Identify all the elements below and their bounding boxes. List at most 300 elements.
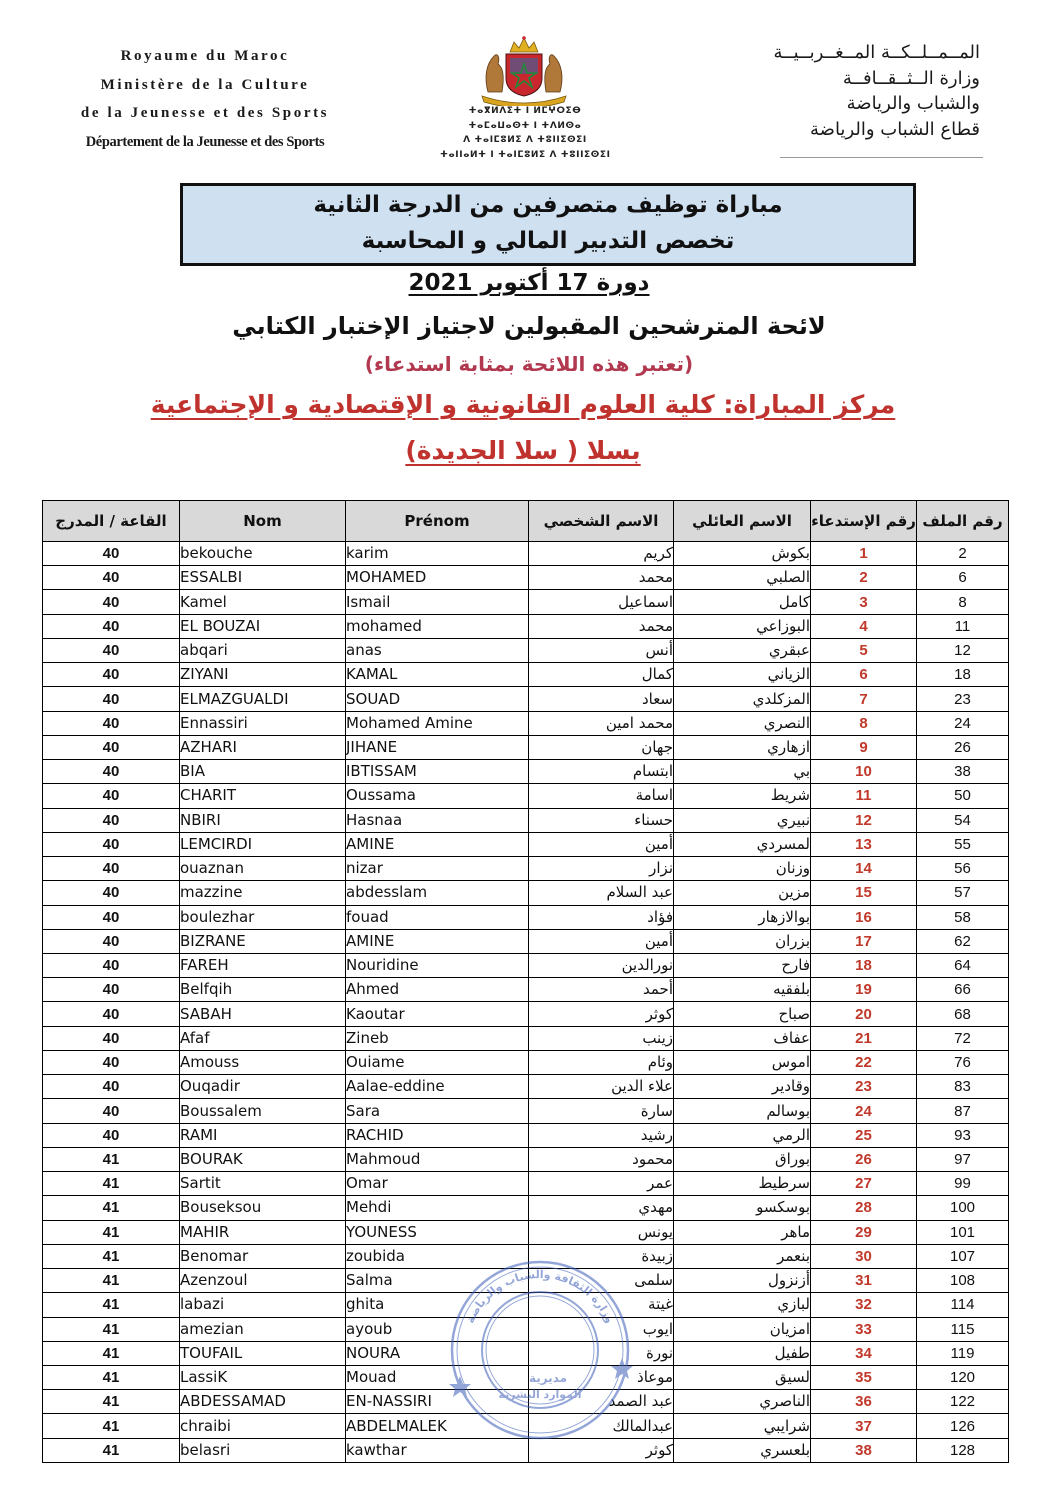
cell-prenom: Oussama xyxy=(346,784,529,808)
cell-salle: 40 xyxy=(43,1050,180,1074)
header-prenom: Prénom xyxy=(346,501,529,542)
table-header-row xyxy=(43,501,1009,542)
cell-nom: ESSALBI xyxy=(180,566,346,590)
table-row xyxy=(43,1220,1009,1244)
cell-prenom: Ismail xyxy=(346,590,529,614)
cell-dossier: 55 xyxy=(917,832,1009,856)
cell-nom-ar: مزين xyxy=(674,881,811,905)
cell-nom-ar: عبقري xyxy=(674,638,811,662)
cell-convocation: 28 xyxy=(811,1196,917,1220)
cell-nom: ZIYANI xyxy=(180,663,346,687)
cell-prenom-ar: عبد الصمد xyxy=(529,1390,674,1414)
cell-prenom: AMINE xyxy=(346,929,529,953)
table-row xyxy=(43,881,1009,905)
cell-convocation: 23 xyxy=(811,1075,917,1099)
cell-nom-ar: ماهر xyxy=(674,1220,811,1244)
exam-center-city-text: بسلا ( سلا الجديدة) xyxy=(405,436,641,465)
table-row xyxy=(43,1390,1009,1414)
cell-nom: NBIRI xyxy=(180,808,346,832)
exam-center-text: مركز المباراة: كلية العلوم القانونية و الإقتصادية و الإجتماعية xyxy=(150,390,896,419)
cell-prenom: Ouiame xyxy=(346,1050,529,1074)
cell-prenom: KAMAL xyxy=(346,663,529,687)
exam-specialty: تخصص التدبير المالي و المحاسبة xyxy=(361,228,735,254)
cell-prenom: NOURA xyxy=(346,1341,529,1365)
table-row xyxy=(43,1172,1009,1196)
cell-prenom-ar: نورالدين xyxy=(529,953,674,977)
cell-prenom-ar: اسامة xyxy=(529,784,674,808)
cell-prenom-ar: نورة xyxy=(529,1341,674,1365)
table-row xyxy=(43,1123,1009,1147)
cell-nom-ar: الصلبي xyxy=(674,566,811,590)
cell-nom: BIA xyxy=(180,760,346,784)
cell-salle: 41 xyxy=(43,1317,180,1341)
cell-dossier: 87 xyxy=(917,1099,1009,1123)
cell-salle: 41 xyxy=(43,1220,180,1244)
table-row xyxy=(43,1293,1009,1317)
cell-salle: 40 xyxy=(43,542,180,566)
convocation-note xyxy=(0,352,1058,376)
exam-center-city xyxy=(0,436,1052,465)
cell-prenom-ar: ابتسام xyxy=(529,760,674,784)
cell-prenom: ghita xyxy=(346,1293,529,1317)
cell-prenom-ar: علاء الدين xyxy=(529,1075,674,1099)
table-row xyxy=(43,735,1009,759)
cell-prenom-ar: كريم xyxy=(529,542,674,566)
cell-convocation: 3 xyxy=(811,590,917,614)
tifinagh-line: ⵜⴰⵏⵏⴰⵍⵜ ⵏ ⵜⴰⵏⵎⵓⵍⵉ ⴷ ⵜⵓⵏⵏⵉⵙⵉⵏ xyxy=(440,149,611,160)
header-prenom-ar: الاسم الشخصي xyxy=(529,501,674,542)
cell-nom-ar: لسيق xyxy=(674,1365,811,1389)
cell-prenom: Sara xyxy=(346,1099,529,1123)
list-title-text: لائحة المترشحين المقبولين لاجتياز الإختبار الكتابي xyxy=(232,312,826,340)
cell-prenom-ar: عبدالمالك xyxy=(529,1414,674,1438)
cell-nom: MAHIR xyxy=(180,1220,346,1244)
cell-nom: Azenzoul xyxy=(180,1269,346,1293)
cell-dossier: 97 xyxy=(917,1147,1009,1171)
ministry-name-fr: Ministère de la Culture xyxy=(100,76,310,93)
cell-nom-ar: وقادير xyxy=(674,1075,811,1099)
cell-dossier: 115 xyxy=(917,1317,1009,1341)
cell-dossier: 66 xyxy=(917,978,1009,1002)
cell-nom: LassiK xyxy=(180,1365,346,1389)
cell-convocation: 22 xyxy=(811,1050,917,1074)
cell-salle: 40 xyxy=(43,590,180,614)
table-row xyxy=(43,687,1009,711)
cell-nom-ar: بزران xyxy=(674,929,811,953)
table-row xyxy=(43,929,1009,953)
cell-salle: 40 xyxy=(43,735,180,759)
cell-convocation: 20 xyxy=(811,1002,917,1026)
cell-prenom-ar: أمين xyxy=(529,929,674,953)
cell-prenom: ayoub xyxy=(346,1317,529,1341)
cell-dossier: 18 xyxy=(917,663,1009,687)
cell-convocation: 26 xyxy=(811,1147,917,1171)
table-row xyxy=(43,1341,1009,1365)
department-name-fr: Département de la Jeunesse et des Sports xyxy=(85,133,325,150)
cell-convocation: 7 xyxy=(811,687,917,711)
cell-convocation: 37 xyxy=(811,1414,917,1438)
table-row xyxy=(43,784,1009,808)
tifinagh-line: ⵜⴰⵎⴰⵡⴰⵙⵜ ⵏ ⵜⴷⵍⵙⴰ xyxy=(468,120,582,131)
table-row xyxy=(43,1075,1009,1099)
cell-nom: Afaf xyxy=(180,1026,346,1050)
table-row xyxy=(43,1414,1009,1438)
cell-prenom-ar: رشيد xyxy=(529,1123,674,1147)
convocation-note-text: (تعتبر هذه اللائحة بمثابة استدعاء) xyxy=(364,352,694,376)
cell-nom-ar: شريط xyxy=(674,784,811,808)
cell-nom: AZHARI xyxy=(180,735,346,759)
cell-prenom-ar: كمال xyxy=(529,663,674,687)
cell-prenom: SOUAD xyxy=(346,687,529,711)
table-row xyxy=(43,1099,1009,1123)
table-row xyxy=(43,978,1009,1002)
cell-salle: 40 xyxy=(43,638,180,662)
cell-salle: 41 xyxy=(43,1341,180,1365)
cell-salle: 40 xyxy=(43,784,180,808)
cell-salle: 40 xyxy=(43,1099,180,1123)
cell-nom: boulezhar xyxy=(180,905,346,929)
cell-prenom: Aalae-eddine xyxy=(346,1075,529,1099)
cell-convocation: 9 xyxy=(811,735,917,759)
cell-convocation: 15 xyxy=(811,881,917,905)
table-row xyxy=(43,1317,1009,1341)
cell-convocation: 10 xyxy=(811,760,917,784)
cell-nom: Sartit xyxy=(180,1172,346,1196)
cell-prenom: Kaoutar xyxy=(346,1002,529,1026)
cell-prenom: EN-NASSIRI xyxy=(346,1390,529,1414)
cell-nom-ar: صباح xyxy=(674,1002,811,1026)
cell-nom-ar: شرايبي xyxy=(674,1414,811,1438)
department-name-ar: قطاع الشباب والرياضة xyxy=(810,118,980,140)
cell-prenom-ar: مهدي xyxy=(529,1196,674,1220)
cell-dossier: 114 xyxy=(917,1293,1009,1317)
cell-dossier: 72 xyxy=(917,1026,1009,1050)
candidates-table xyxy=(42,500,1009,1463)
cell-convocation: 8 xyxy=(811,711,917,735)
cell-nom-ar: فارح xyxy=(674,953,811,977)
coat-of-arms-emblem xyxy=(474,34,574,106)
cell-salle: 41 xyxy=(43,1147,180,1171)
cell-nom: labazi xyxy=(180,1293,346,1317)
cell-nom: Boussalem xyxy=(180,1099,346,1123)
cell-nom-ar: بوراق xyxy=(674,1147,811,1171)
table-row xyxy=(43,1050,1009,1074)
cell-salle: 40 xyxy=(43,905,180,929)
cell-nom-ar: بنعمر xyxy=(674,1244,811,1268)
stamp-ring-text: وزارة الثقافة والشباب والرياضة xyxy=(463,1267,617,1326)
cell-dossier: 8 xyxy=(917,590,1009,614)
cell-dossier: 107 xyxy=(917,1244,1009,1268)
cell-prenom: Mahmoud xyxy=(346,1147,529,1171)
cell-nom: Ouqadir xyxy=(180,1075,346,1099)
cell-prenom-ar: محمد xyxy=(529,566,674,590)
cell-salle: 40 xyxy=(43,881,180,905)
cell-dossier: 83 xyxy=(917,1075,1009,1099)
cell-convocation: 27 xyxy=(811,1172,917,1196)
tifinagh-line: ⴷ ⵜⴰⵏⵎⵓⵍⵉ ⴷ ⵜⵓⵏⵏⵉⵙⵉⵏ xyxy=(463,135,587,145)
cell-salle: 41 xyxy=(43,1269,180,1293)
cell-nom: bekouche xyxy=(180,542,346,566)
cell-convocation: 34 xyxy=(811,1341,917,1365)
cell-prenom-ar: ايوب xyxy=(529,1317,674,1341)
cell-nom: RAMI xyxy=(180,1123,346,1147)
cell-prenom: Mehdi xyxy=(346,1196,529,1220)
cell-dossier: 58 xyxy=(917,905,1009,929)
cell-prenom: YOUNESS xyxy=(346,1220,529,1244)
cell-nom-ar: الزياني xyxy=(674,663,811,687)
cell-salle: 41 xyxy=(43,1196,180,1220)
cell-nom-ar: بكوش xyxy=(674,542,811,566)
cell-nom-ar: عفاف xyxy=(674,1026,811,1050)
cell-salle: 41 xyxy=(43,1390,180,1414)
cell-prenom: Nouridine xyxy=(346,953,529,977)
exam-session xyxy=(0,270,1058,296)
cell-salle: 40 xyxy=(43,1123,180,1147)
cell-salle: 41 xyxy=(43,1438,180,1462)
cell-nom-ar: سرطيط xyxy=(674,1172,811,1196)
tifinagh-line: ⵜⴰⴳⵍⴷⵉⵜ ⵏ ⵍⵎⵖⵔⵉⴱ xyxy=(468,106,582,116)
cell-salle: 40 xyxy=(43,760,180,784)
cell-dossier: 56 xyxy=(917,857,1009,881)
cell-dossier: 108 xyxy=(917,1269,1009,1293)
cell-convocation: 2 xyxy=(811,566,917,590)
cell-prenom-ar: عبد السلام xyxy=(529,881,674,905)
header-divider xyxy=(780,157,983,158)
cell-prenom: Hasnaa xyxy=(346,808,529,832)
cell-salle: 40 xyxy=(43,808,180,832)
cell-prenom-ar: أنس xyxy=(529,638,674,662)
cell-salle: 40 xyxy=(43,1026,180,1050)
cell-dossier: 62 xyxy=(917,929,1009,953)
cell-prenom-ar: نزار xyxy=(529,857,674,881)
cell-salle: 40 xyxy=(43,953,180,977)
table-row xyxy=(43,542,1009,566)
cell-prenom: Mouad xyxy=(346,1365,529,1389)
cell-salle: 41 xyxy=(43,1414,180,1438)
cell-convocation: 24 xyxy=(811,1099,917,1123)
cell-dossier: 100 xyxy=(917,1196,1009,1220)
cell-prenom-ar: أحمد xyxy=(529,978,674,1002)
exam-center xyxy=(0,390,1052,419)
cell-dossier: 99 xyxy=(917,1172,1009,1196)
cell-nom: BOURAK xyxy=(180,1147,346,1171)
table-row xyxy=(43,566,1009,590)
cell-prenom-ar: يونس xyxy=(529,1220,674,1244)
stamp-center-line2: الموارد البشرية xyxy=(498,1388,582,1401)
table-row xyxy=(43,1026,1009,1050)
table-row xyxy=(43,1244,1009,1268)
table-row xyxy=(43,1438,1009,1462)
table-row xyxy=(43,1147,1009,1171)
cell-dossier: 57 xyxy=(917,881,1009,905)
cell-convocation: 35 xyxy=(811,1365,917,1389)
cell-nom-ar: نبيري xyxy=(674,808,811,832)
cell-nom: EL BOUZAI xyxy=(180,614,346,638)
cell-prenom-ar: محمد xyxy=(529,614,674,638)
table-row xyxy=(43,1002,1009,1026)
cell-nom-ar: أزنزول xyxy=(674,1269,811,1293)
header-dossier: رقم الملف xyxy=(917,501,1009,542)
cell-nom-ar: بوسالم xyxy=(674,1099,811,1123)
cell-nom-ar: بوسكسو xyxy=(674,1196,811,1220)
stamp-center-line1: مديرية xyxy=(528,1371,568,1385)
cell-nom-ar: ازهاري xyxy=(674,735,811,759)
cell-nom-ar: طفيل xyxy=(674,1341,811,1365)
cell-salle: 41 xyxy=(43,1172,180,1196)
cell-salle: 40 xyxy=(43,1075,180,1099)
cell-convocation: 5 xyxy=(811,638,917,662)
ministry-name-ar-2: والشباب والرياضة xyxy=(846,93,980,114)
cell-nom-ar: المزكلدي xyxy=(674,687,811,711)
cell-dossier: 120 xyxy=(917,1365,1009,1389)
cell-dossier: 54 xyxy=(917,808,1009,832)
exam-title-box xyxy=(180,183,916,266)
cell-dossier: 68 xyxy=(917,1002,1009,1026)
table-row xyxy=(43,1269,1009,1293)
table-row xyxy=(43,638,1009,662)
cell-dossier: 101 xyxy=(917,1220,1009,1244)
cell-prenom-ar: كوثر xyxy=(529,1002,674,1026)
cell-nom-ar: وزنان xyxy=(674,857,811,881)
cell-nom: amezian xyxy=(180,1317,346,1341)
cell-nom-ar: الناصري xyxy=(674,1390,811,1414)
cell-nom-ar: الرمي xyxy=(674,1123,811,1147)
cell-prenom: Salma xyxy=(346,1269,529,1293)
cell-nom-ar: اموس xyxy=(674,1050,811,1074)
cell-nom: CHARIT xyxy=(180,784,346,808)
cell-nom: FAREH xyxy=(180,953,346,977)
table-row xyxy=(43,614,1009,638)
cell-prenom: Ahmed xyxy=(346,978,529,1002)
cell-prenom: fouad xyxy=(346,905,529,929)
cell-nom-ar: بوالازهار xyxy=(674,905,811,929)
cell-convocation: 1 xyxy=(811,542,917,566)
cell-nom: Bouseksou xyxy=(180,1196,346,1220)
cell-nom-ar: بلعسري xyxy=(674,1438,811,1462)
cell-convocation: 14 xyxy=(811,857,917,881)
cell-prenom: Zineb xyxy=(346,1026,529,1050)
cell-nom: ouaznan xyxy=(180,857,346,881)
table-row xyxy=(43,808,1009,832)
cell-prenom: IBTISSAM xyxy=(346,760,529,784)
table-row xyxy=(43,760,1009,784)
cell-convocation: 4 xyxy=(811,614,917,638)
cell-convocation: 18 xyxy=(811,953,917,977)
cell-dossier: 11 xyxy=(917,614,1009,638)
table-row xyxy=(43,1365,1009,1389)
cell-prenom-ar: وئام xyxy=(529,1050,674,1074)
cell-convocation: 36 xyxy=(811,1390,917,1414)
cell-nom: abqari xyxy=(180,638,346,662)
cell-prenom: RACHID xyxy=(346,1123,529,1147)
cell-nom-ar: النصري xyxy=(674,711,811,735)
cell-nom: Belfqih xyxy=(180,978,346,1002)
cell-convocation: 38 xyxy=(811,1438,917,1462)
cell-dossier: 93 xyxy=(917,1123,1009,1147)
cell-salle: 40 xyxy=(43,857,180,881)
cell-prenom-ar: اسماعيل xyxy=(529,590,674,614)
header-salle: القاعة / المدرج xyxy=(43,501,180,542)
cell-prenom: MOHAMED xyxy=(346,566,529,590)
cell-prenom-ar: فؤاد xyxy=(529,905,674,929)
cell-prenom-ar: عمر xyxy=(529,1172,674,1196)
cell-nom-ar: بلفقيه xyxy=(674,978,811,1002)
cell-salle: 40 xyxy=(43,978,180,1002)
cell-convocation: 19 xyxy=(811,978,917,1002)
cell-nom: Benomar xyxy=(180,1244,346,1268)
table-row xyxy=(43,857,1009,881)
cell-prenom: Mohamed Amine xyxy=(346,711,529,735)
cell-prenom-ar: سلمى xyxy=(529,1269,674,1293)
table-row xyxy=(43,711,1009,735)
cell-salle: 40 xyxy=(43,614,180,638)
list-title xyxy=(0,312,1058,340)
cell-prenom-ar: أمين xyxy=(529,832,674,856)
cell-prenom-ar: محمد امين xyxy=(529,711,674,735)
cell-salle: 40 xyxy=(43,929,180,953)
table-row xyxy=(43,590,1009,614)
cell-salle: 40 xyxy=(43,566,180,590)
cell-salle: 41 xyxy=(43,1365,180,1389)
cell-prenom: ABDELMALEK xyxy=(346,1414,529,1438)
cell-dossier: 122 xyxy=(917,1390,1009,1414)
cell-convocation: 6 xyxy=(811,663,917,687)
cell-prenom-ar: سارة xyxy=(529,1099,674,1123)
cell-prenom-ar: زبيدة xyxy=(529,1244,674,1268)
cell-salle: 40 xyxy=(43,687,180,711)
kingdom-name-ar: المــمــلــكــة المــغــربــيــة xyxy=(773,42,980,63)
cell-prenom-ar: محمود xyxy=(529,1147,674,1171)
ministry-name-fr-2: de la Jeunesse et des Sports xyxy=(80,105,330,121)
cell-prenom-ar: غيتة xyxy=(529,1293,674,1317)
header-nom: Nom xyxy=(180,501,346,542)
cell-nom: mazzine xyxy=(180,881,346,905)
cell-nom-ar: لمسردي xyxy=(674,832,811,856)
table-row xyxy=(43,1196,1009,1220)
cell-prenom: karim xyxy=(346,542,529,566)
cell-nom: SABAH xyxy=(180,1002,346,1026)
cell-dossier: 23 xyxy=(917,687,1009,711)
cell-convocation: 31 xyxy=(811,1269,917,1293)
cell-prenom-ar: موعاذ xyxy=(529,1365,674,1389)
cell-prenom: JIHANE xyxy=(346,735,529,759)
ministry-header-ar xyxy=(740,40,980,142)
header-nom-ar: الاسم العائلي xyxy=(674,501,811,542)
cell-prenom: mohamed xyxy=(346,614,529,638)
cell-salle: 40 xyxy=(43,832,180,856)
cell-dossier: 38 xyxy=(917,760,1009,784)
cell-dossier: 2 xyxy=(917,542,1009,566)
cell-nom-ar: البوزاعي xyxy=(674,614,811,638)
cell-prenom-ar: زينب xyxy=(529,1026,674,1050)
cell-nom: Ennassiri xyxy=(180,711,346,735)
ministry-header-fr xyxy=(60,44,350,158)
cell-prenom: nizar xyxy=(346,857,529,881)
cell-prenom: kawthar xyxy=(346,1438,529,1462)
table-body xyxy=(43,542,1009,1463)
cell-salle: 41 xyxy=(43,1293,180,1317)
cell-nom: Amouss xyxy=(180,1050,346,1074)
kingdom-name-fr: Royaume du Maroc xyxy=(120,48,290,64)
cell-dossier: 76 xyxy=(917,1050,1009,1074)
cell-salle: 40 xyxy=(43,711,180,735)
table-row xyxy=(43,663,1009,687)
cell-convocation: 16 xyxy=(811,905,917,929)
cell-convocation: 12 xyxy=(811,808,917,832)
cell-dossier: 128 xyxy=(917,1438,1009,1462)
cell-prenom: Omar xyxy=(346,1172,529,1196)
cell-dossier: 24 xyxy=(917,711,1009,735)
